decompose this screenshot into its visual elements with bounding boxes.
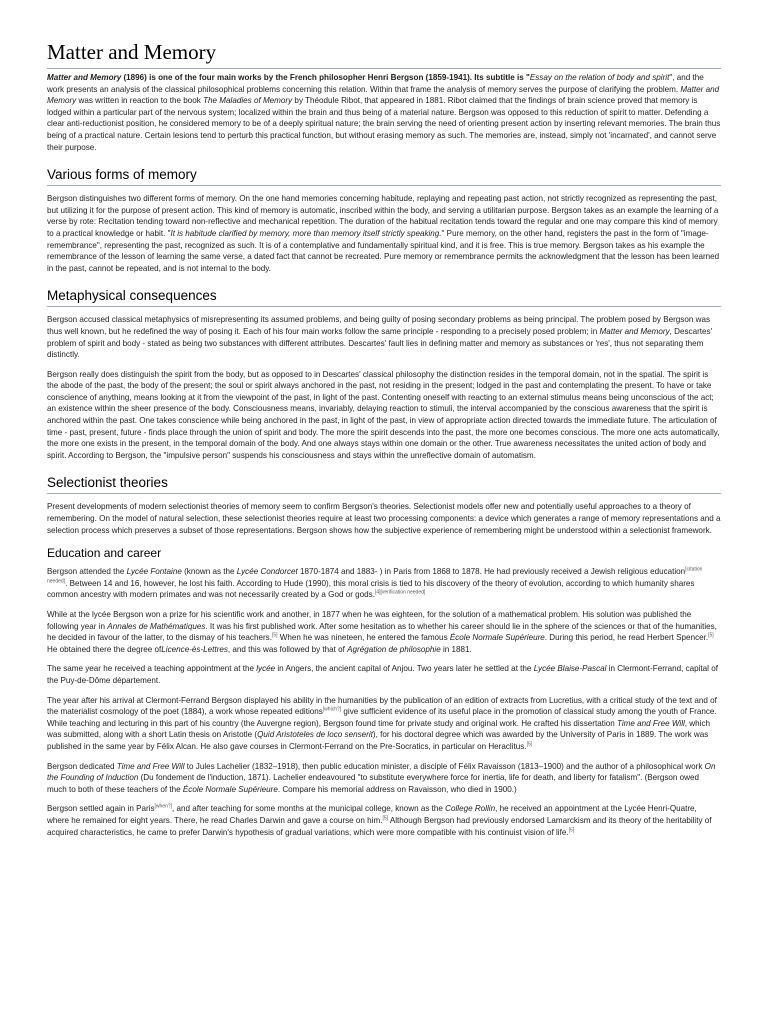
citation-needed-note[interactable]: [citation needed] — [47, 566, 703, 585]
article — [47, 40, 721, 846]
when-note[interactable]: [when?] — [154, 803, 173, 810]
page-title: Matter and Memory — [47, 40, 721, 69]
which-note[interactable]: [which?] — [322, 706, 342, 713]
intro-paragraph: Matter and Memory (1896) is one of the four main works by the French philosopher Henri Bergson (1859-1941). Its subtitle is "Essay on the relation of body and spirit", and the work presents an analysis of the classical philosophical problems concerning this relation. Within that frame the analysis of memory serves the purpose of clarifying the problem. Matter and Memory was written in reaction to the book The Maladies of Memory by Théodule Ribot, that appeared in 1881. Ribot claimed that the findings of brain science proved that memory is lodged within a particular part of the nervous system; localized within the brain and thus being of a material nature. Bergson was opposed to this reduction of spirit to matter. Defending a clear anti-reductionist position, he considered memory to be of a deeply spiritual nature; the brain serving the need of orienting present action by inserting relevant memories. The brain thus being of a practical nature. Certain lesions tend to perturb this practical function, but without erasing memory as such. The memories are, instead, simply not 'incarnated', and cannot serve their purpose. — [47, 73, 721, 152]
selectionist-paragraph: Present developments of modern selectionist theories of memory seem to confirm Bergson's theories. Selectionist models offer new and potentially useful approaches to a theory of remembering. On the model of natural selection, these selectionist theories require at least two processing components: a device which generates a range of memory representations and a selection process which preserves a subset of those representations. Bergson shows how the subjective experience of remembering might be understood within a selectionist framework. — [47, 502, 721, 535]
reference-link[interactable]: [5] — [382, 815, 389, 822]
meta-paragraph-1: Bergson accused classical metaphysics of misrepresenting its assumed problems, and being guilty of posing secondary problems as being principal. The problem posed by Bergson was thus well known, but he redefined the way of posing it. Each of his four main works follow the same principle - responding to a precisely posed problem; in Matter and Memory, Descartes' problem of spirit and body - stated as being two substances with different attributes. Descartes' fault lies in defining matter and memory as substances or 'res', thus not separating them distinctly. — [47, 315, 713, 360]
forms-paragraph: Bergson distinguishes two different forms of memory. On the one hand memories concerning habitude, replaying and repeating past action, not strictly recognized as representing the past, but utilizing it for the purpose of present action. This kind of memory is automatic, inscribed within the body, and serving a utilitarian purpose. Bergson takes as an example the learning of a verse by rote: Recitation tending toward non-reflective and mechanical repetition. The duration of the habitual recitation tends toward the regular and one may compare this kind of memory to a practical knowledge or habit. "It is habitude clarified by memory, more than memory itself strictly speaking." Pure memory, on the other hand, registers the past in the form of "image-remembrance", representing the past, recognized as such. It is of a contemplative and fundamentally spiritual kind, and it is free. This is true memory. Bergson takes as his example the remembrance of the lesson of learning the same verse, a dated fact that cannot be recreated. Pure memory or remembrance permits the acknowledgment that the lesson has been learned in the past, cannot be repeated, and is not internal to the body. — [47, 194, 720, 273]
section-heading-education: Education and career — [47, 546, 162, 561]
education-paragraph-1: Bergson attended the Lycée Fontaine (known as the Lycée Condorcet 1870-1874 and 1883- ) in Paris from 1868 to 1878. He had previously received a Jewish religious education[citation needed]. Between 14 and 16, however, he lost his faith. According to Hude (1990), this moral crisis is tied to his discovery of the theory of evolution, according to which humanity shares common ancestry with modern primates and was not necessarily created by a God or gods.[4][verification needed] — [47, 566, 703, 600]
reference-link[interactable]: [5] — [526, 741, 533, 748]
education-paragraph-5: Bergson dedicated Time and Free Will to Jules Lachelier (1832–1918), then public education minister, a disciple of Félix Ravaisson (1813–1900) and the author of a philosophical work On the Founding of Induction (Du fondement de l'induction, 1871). Lachelier endeavoured "to substitute everywhere force for inertia, life for death, and liberty for fatalism". (Bergson owed much to both of these teachers of the École Normale Supérieure. Compare his memorial address on Ravaisson, who died in 1900.) — [47, 761, 716, 794]
section-heading-forms: Various forms of memory — [47, 167, 721, 186]
education-paragraph-4: The year after his arrival at Clermont-Ferrand Bergson displayed his ability in the humanities by the publication of an edition of extracts from Lucretius, with a critical study of the text and of the materialist cosmology of the poet (1884), a work whose repeated editions[which?] give sufficient evidence of its useful place in the promotion of classical study among the youth of France. While teaching and lecturing in this part of his country (the Auvergne region), Bergson found time for private study and original work. He crafted his dissertation Time and Free Will, which was submitted, along with a short Latin thesis on Aristotle (Quid Aristoteles de loco senserit), for his doctoral degree which was awarded by the University of Paris in 1889. The work was published in the same year by Félix Alcan. He also gave courses in Clermont-Ferrand on the Pre-Socratics, in particular on Heraclitus.[5] — [47, 695, 717, 751]
verification-needed-note[interactable]: [4][verification needed] — [374, 589, 426, 596]
meta-paragraph-2: Bergson really does distinguish the spirit from the body, but as opposed to in Descartes' classical philosophy the distinction resides in the temporal domain, not in the spatial. The spirit is the abode of the past, the body of the present; the soul or spirit always anchored in the past, not residing in the present; lodged in the past and contemplating the present. To have or take conscience of anything, means looking at it from the viewpoint of the past, in light of the past. Contenting oneself with reacting to an external stimulus means being unconscious of the act; an existence within the sheer presence of the body. Consciousness means, invariably, delaying reaction to stimuli, the interval accompanied by the conscious awareness that the spirit is anchored within the past. One takes conscience while being anchored in the past, in light of the past, in view of appropriate action directed towards the immediate future. The articulation of time - past, present, future - finds place through the union of spirit and body. The more the spirit descends into the past, the more one becomes conscious. The more one acts automatically, the more one exists in the present, in the temporal domain of the body. And one always stays within one domain or the other. True awareness necessitates the united action of body and spirit. According to Bergson, the "impulsive person" suspends his consciousness and stays within the unreflective domain of automatism. — [47, 369, 720, 460]
reference-link[interactable]: [5] — [271, 632, 278, 639]
education-paragraph-3: The same year he received a teaching appointment at the lycée in Angers, the ancient capital of Anjou. Two years later he settled at the Lycée Blaise-Pascal in Clermont-Ferrand, capital of the Puy-de-Dôme département. — [47, 664, 718, 685]
education-paragraph-2: While at the lycée Bergson won a prize for his scientific work and another, in 1877 when he was eighteen, for the solution of a mathematical problem. His solution was published the following year in Annales de Mathématiques. It was his first published work. After some hesitation as to whether his career should lie in the sphere of the sciences or that of the humanities, he decided in favour of the latter, to the dismay of his teachers.[5] When he was nineteen, he entered the famous École Normale Supérieure. During this period, he read Herbert Spencer.[5] He obtained there the degree ofLicence-ès-Lettres, and this was followed by that of Agrégation de philosophie in 1881. — [47, 610, 717, 654]
education-paragraph-6: Bergson settled again in Paris[when?], and after teaching for some months at the municipal college, known as the College Rollin, he received an appointment at the Lycée Henri-Quatre, where he remained for eight years. There, he read Charles Darwin and gave a course on him.[5] Although Bergson had previously endorsed Lamarckism and its theory of the heritability of acquired characteristics, he came to prefer Darwin's hypothesis of gradual variations, which were more compatible with his continuist vision of life.[5] — [47, 803, 712, 837]
reference-link[interactable]: [5] — [708, 632, 714, 639]
section-heading-metaphysical: Metaphysical consequences — [47, 288, 721, 307]
reference-link[interactable]: [5] — [568, 826, 575, 833]
section-heading-selectionist: Selectionist theories — [47, 475, 721, 494]
